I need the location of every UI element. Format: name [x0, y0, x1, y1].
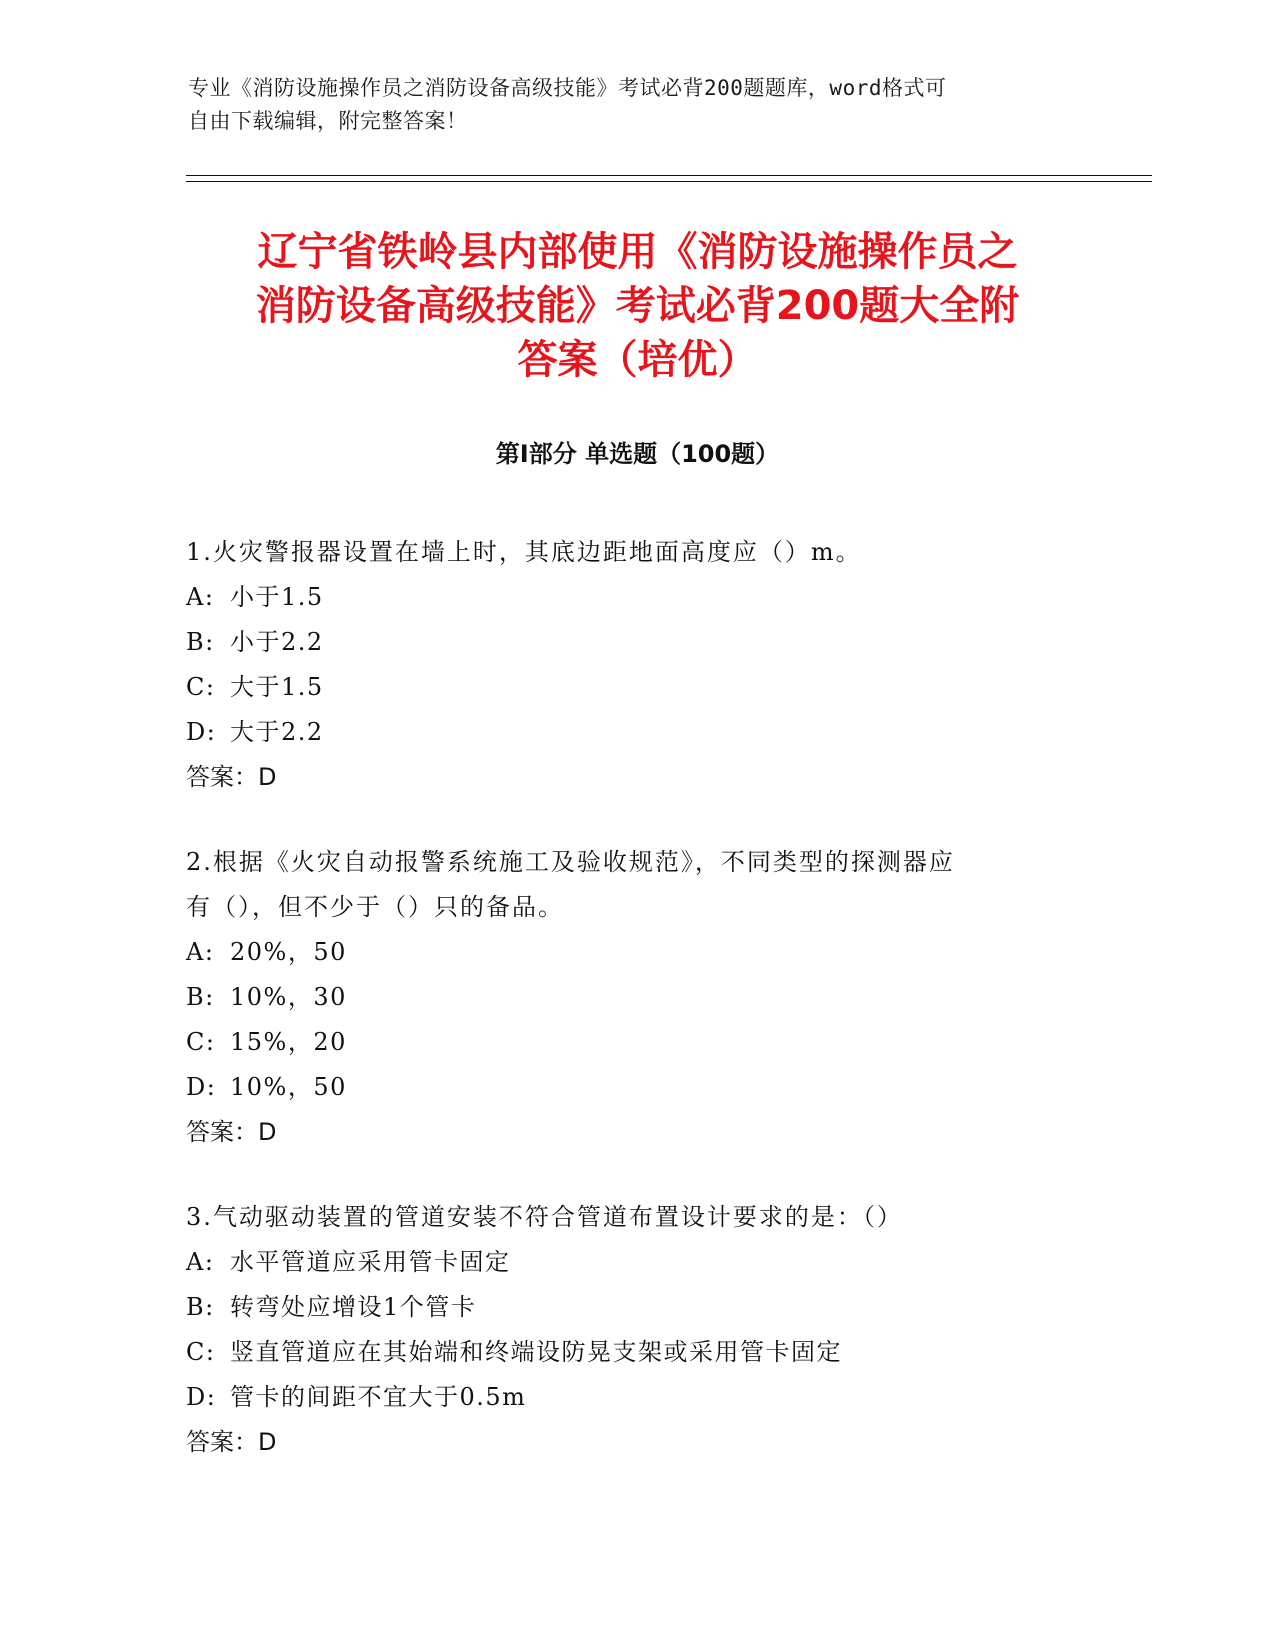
option-text: 大于2.2 — [230, 718, 324, 746]
question-1-option-d — [186, 710, 1066, 755]
question-1 — [186, 530, 1066, 800]
header-divider-top — [186, 175, 1152, 176]
option-letter: B: — [186, 983, 215, 1011]
question-2-answer: 答案：D — [186, 1118, 277, 1146]
option-letter: D: — [186, 718, 217, 746]
option-text: 20%，50 — [230, 938, 347, 966]
question-3-option-a — [186, 1240, 1066, 1285]
option-text: 管卡的间距不宜大于0.5m — [230, 1383, 527, 1411]
question-2-option-a — [186, 930, 1066, 975]
option-letter: A: — [186, 583, 215, 611]
question-2-option-d — [186, 1065, 1066, 1110]
header-note — [188, 72, 1068, 138]
question-3 — [186, 1195, 1066, 1465]
question-1-option-b — [186, 620, 1066, 665]
question-2-stem-line-1: 2.根据《火灾自动报警系统施工及验收规范》，不同类型的探测器应 — [186, 848, 955, 876]
option-letter: A: — [186, 938, 215, 966]
option-letter: D: — [186, 1383, 217, 1411]
option-letter: B: — [186, 628, 215, 656]
option-text: 15%，20 — [230, 1028, 347, 1056]
document-title-line-2: 消防设备高级技能》考试必背200题大全附 — [255, 283, 1020, 329]
option-text: 水平管道应采用管卡固定 — [230, 1248, 511, 1276]
option-letter: D: — [186, 1073, 217, 1101]
question-2 — [186, 840, 1066, 1155]
header-divider-bottom — [186, 181, 1152, 182]
option-text: 转弯处应增设1个管卡 — [230, 1293, 477, 1321]
document-title-line-3: 答案（培优） — [517, 337, 758, 383]
question-1-stem-line-1: 1.火灾警报器设置在墙上时，其底边距地面高度应（）m。 — [186, 538, 862, 566]
section-title: 第Ⅰ部分 单选题（100题） — [495, 440, 780, 468]
header-note-line-2: 自由下载编辑，附完整答案！ — [188, 109, 468, 133]
option-text: 10%，30 — [230, 983, 347, 1011]
question-3-stem-line-1: 3.气动驱动装置的管道安装不符合管道布置设计要求的是：（） — [186, 1203, 903, 1231]
question-2-option-b — [186, 975, 1066, 1020]
option-letter: B: — [186, 1293, 215, 1321]
question-2-stem-line-2: 有（），但不少于（）只的备品。 — [186, 893, 564, 921]
document-title — [150, 225, 1125, 387]
option-text: 大于1.5 — [230, 673, 324, 701]
option-text: 竖直管道应在其始端和终端设防晃支架或采用管卡固定 — [230, 1338, 842, 1366]
option-letter: C: — [186, 1028, 216, 1056]
question-list — [186, 530, 1066, 1505]
question-1-answer: 答案：D — [186, 763, 277, 791]
option-text: 10%，50 — [230, 1073, 347, 1101]
question-1-option-a — [186, 575, 1066, 620]
question-1-option-c — [186, 665, 1066, 710]
option-letter: C: — [186, 1338, 216, 1366]
question-3-option-b — [186, 1285, 1066, 1330]
option-letter: C: — [186, 673, 216, 701]
question-3-option-c — [186, 1330, 1066, 1375]
document-title-line-1: 辽宁省铁岭县内部使用《消防设施操作员之 — [257, 229, 1018, 275]
header-note-line-1: 专业《消防设施操作员之消防设备高级技能》考试必背200题题库，word格式可 — [188, 76, 947, 100]
question-3-option-d — [186, 1375, 1066, 1420]
option-text: 小于2.2 — [230, 628, 324, 656]
option-text: 小于1.5 — [230, 583, 324, 611]
question-3-answer: 答案：D — [186, 1428, 277, 1456]
option-letter: A: — [186, 1248, 215, 1276]
question-2-option-c — [186, 1020, 1066, 1065]
